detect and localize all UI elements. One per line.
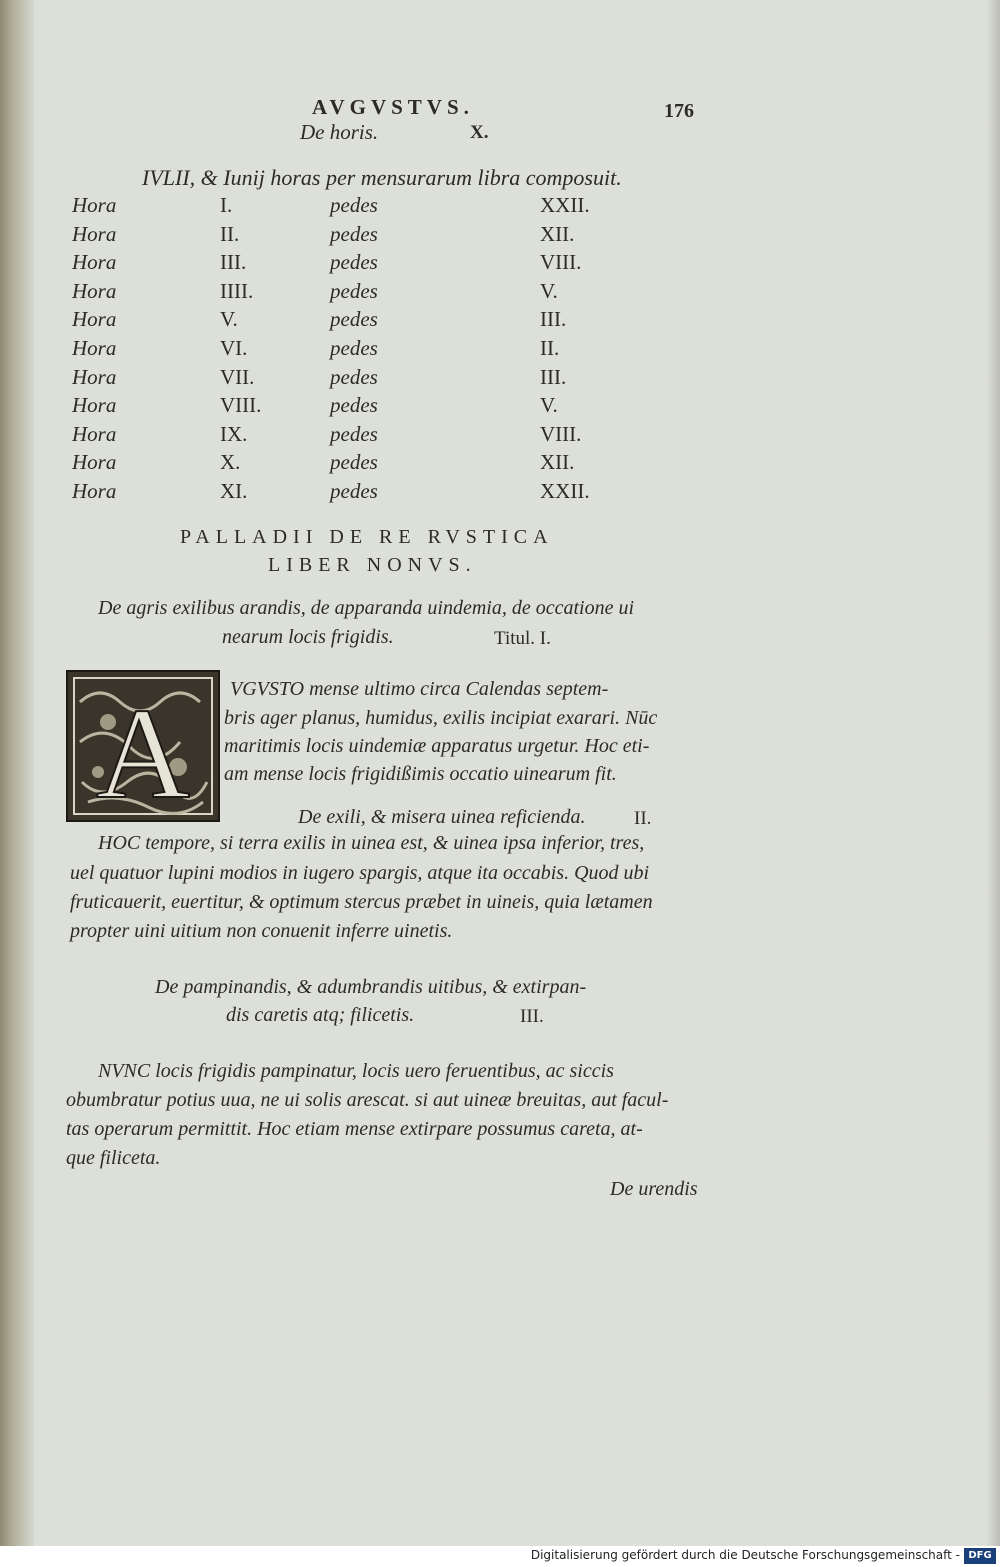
row-value: V.: [540, 393, 558, 418]
row-value: III.: [540, 364, 567, 389]
decorated-initial-image: [68, 672, 218, 820]
row-hour: VIII.: [220, 393, 262, 418]
chapter1-heading: De agris exilibus arandis, de apparanda uindemia, de occatione ui: [98, 597, 635, 619]
row-unit: pedes: [330, 193, 378, 217]
row-hour: X.: [220, 450, 241, 475]
row-unit: pedes: [330, 421, 378, 446]
row-unit: pedes: [330, 221, 378, 246]
row-unit: pedes: [330, 307, 378, 332]
section-number: X.: [470, 122, 489, 143]
chapter2-line-3: fruticauerit, euertitur, & optimum stercus præbet in uineis, quia lætamen: [70, 891, 653, 913]
digitization-footer: [0, 1546, 1000, 1567]
row-value: III.: [540, 307, 567, 332]
table-intro: IVLII, & Iunij horas per mensurarum libra composuit.: [142, 165, 622, 190]
row-label: Hora: [72, 479, 117, 503]
row-hour: XI.: [220, 479, 248, 503]
chapter3-heading: De pampinandis, & adumbrandis uitibus, & extirpan-: [155, 976, 587, 998]
row-value: II.: [540, 336, 560, 360]
row-hour: VII.: [220, 364, 255, 389]
row-label: Hora: [72, 450, 117, 475]
row-value: XII.: [540, 221, 575, 246]
chapter2-line-1: HOC tempore, si terra exilis in uinea est, & uinea ipsa inferior, tres,: [98, 832, 645, 854]
drop-cap-letter: A: [96, 682, 190, 820]
row-label: Hora: [72, 278, 117, 303]
row-hour: IX.: [220, 421, 248, 446]
row-label: Hora: [72, 250, 117, 275]
row-hour: V.: [220, 307, 238, 332]
footer-credit: Digitalisierung gefördert durch die Deutsche Forschungsgemeinschaft -: [530, 1548, 960, 1562]
row-value: VIII.: [540, 421, 582, 446]
row-unit: pedes: [330, 450, 378, 475]
catchword: De urendis: [610, 1178, 698, 1200]
chapter1-line-1: VGVSTO mense ultimo circa Calendas septem-: [230, 678, 609, 700]
row-label: Hora: [72, 364, 117, 389]
row-label: Hora: [72, 221, 117, 246]
row-unit: pedes: [330, 336, 378, 360]
row-unit: pedes: [330, 479, 378, 503]
running-title: AVGVSTVS.: [312, 95, 474, 119]
decorated-initial: [66, 670, 220, 822]
row-value: XXII.: [540, 479, 590, 503]
row-value: XXII.: [540, 193, 590, 217]
section-title: De horis.: [300, 120, 379, 144]
dfg-logo: DFG: [964, 1548, 996, 1564]
chapter2-line-4: propter uini uitium non conuenit inferre uinetis.: [70, 920, 453, 942]
row-label: Hora: [72, 307, 117, 332]
row-unit: pedes: [330, 364, 378, 389]
row-label: Hora: [72, 393, 117, 418]
chapter3-heading-cont: dis caretis atq; filicetis.: [226, 1004, 415, 1026]
chapter3-line-4: que filiceta.: [66, 1147, 161, 1169]
chapter3-line-2: obumbratur potius uua, ne ui solis arescat. si aut uineæ breuitas, aut facul-: [66, 1089, 669, 1111]
chapter2-heading: De exili, & misera uinea reficienda.: [298, 806, 586, 828]
row-unit: pedes: [330, 250, 378, 275]
row-hour: IIII.: [220, 278, 254, 303]
book-title: PALLADII DE RE RVSTICA: [180, 526, 554, 548]
chapter1-line-2: bris ager planus, humidus, exilis incipiat exarari. Nūc: [224, 707, 658, 729]
row-hour: II.: [220, 221, 240, 246]
chapter3-line-1: NVNC locis frigidis pampinatur, locis uero feruentibus, ac siccis: [98, 1060, 614, 1082]
row-hour: III.: [220, 250, 247, 275]
row-value: XII.: [540, 450, 575, 475]
row-hour: VI.: [220, 336, 248, 360]
row-label: Hora: [72, 336, 117, 360]
row-unit: pedes: [330, 278, 378, 303]
row-value: V.: [540, 278, 558, 303]
row-hour: I.: [220, 193, 233, 217]
page-number: 176: [664, 100, 694, 122]
book-subtitle: LIBER NONVS.: [268, 554, 477, 576]
chapter1-number: Titul. I.: [494, 628, 551, 649]
chapter1-line-3: maritimis locis uindemiæ apparatus urgetur. Hoc eti-: [224, 735, 650, 757]
row-value: VIII.: [540, 250, 582, 275]
row-unit: pedes: [330, 393, 378, 418]
chapter2-line-2: uel quatuor lupini modios in iugero spargis, atque ita occabis. Quod ubi: [70, 862, 650, 884]
chapter1-line-4: am mense locis frigidißimis occatio uinearum fit.: [224, 763, 617, 785]
chapter3-number: III.: [520, 1006, 544, 1027]
row-label: Hora: [72, 421, 117, 446]
row-label: Hora: [72, 193, 117, 217]
chapter2-number: II.: [634, 808, 652, 829]
chapter1-heading-cont: nearum locis frigidis.: [222, 626, 394, 648]
chapter3-line-3: tas operarum permittit. Hoc etiam mense extirpare possumus careta, at-: [66, 1118, 643, 1140]
